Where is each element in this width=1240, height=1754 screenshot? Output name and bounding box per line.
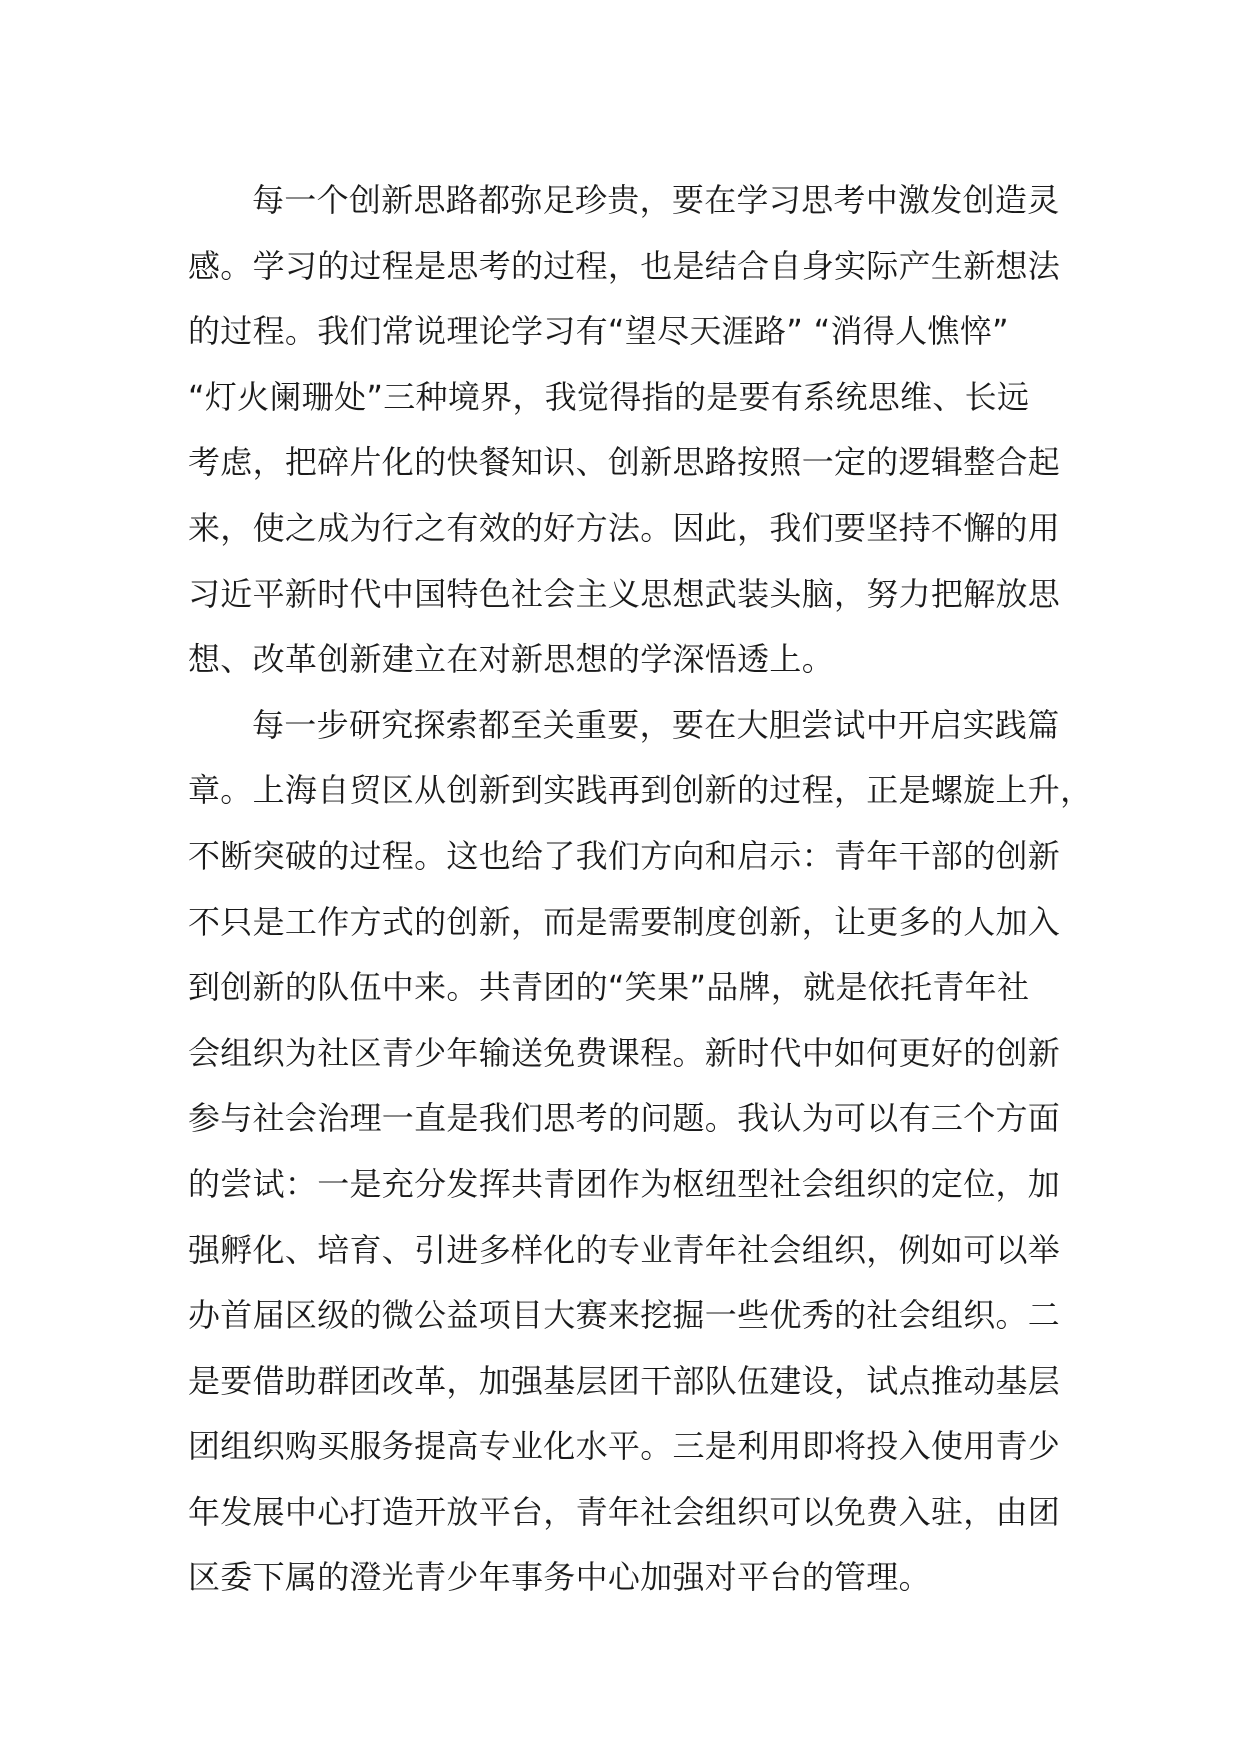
paragraph-line: 章。上海自贸区从创新到实践再到创新的过程，正是螺旋上升，	[188, 771, 1093, 810]
paragraph-line: 考虑，把碎片化的快餐知识、创新思路按照一定的逻辑整合起	[188, 443, 1061, 482]
paragraph-line: 是要借助群团改革，加强基层团干部队伍建设，试点推动基层	[188, 1361, 1061, 1400]
paragraph-line: 想、改革创新建立在对新思想的学深悟透上。	[188, 640, 835, 679]
paragraph-line: “灯火阑珊处”三种境界，我觉得指的是要有系统思维、长远	[188, 377, 1030, 416]
paragraph-line: 区委下属的澄光青少年事务中心加强对平台的管理。	[188, 1558, 931, 1597]
paragraph-2	[188, 693, 1093, 1611]
paragraph-line: 来，使之成为行之有效的好方法。因此，我们要坚持不懈的用	[188, 508, 1061, 547]
paragraph-line: 感。学习的过程是思考的过程，也是结合自身实际产生新想法	[188, 246, 1061, 285]
paragraph-line: 参与社会治理一直是我们思考的问题。我认为可以有三个方面	[188, 1099, 1061, 1138]
paragraph-line: 不只是工作方式的创新，而是需要制度创新，让更多的人加入	[188, 902, 1061, 941]
paragraph-line: 每一步研究探索都至关重要，要在大胆尝试中开启实践篇	[252, 705, 1060, 744]
paragraph-line: 的尝试：一是充分发挥共青团作为枢纽型社会组织的定位，加	[188, 1164, 1061, 1203]
paragraph-line: 到创新的队伍中来。共青团的“笑果”品牌，就是依托青年社	[188, 968, 1030, 1007]
paragraph-line: 每一个创新思路都弥足珍贵，要在学习思考中激发创造灵	[252, 181, 1060, 219]
paragraph-line: 不断突破的过程。这也给了我们方向和启示：青年干部的创新	[188, 836, 1061, 875]
paragraph-line: 的过程。我们常说理论学习有“望尽天涯路” “消得人憔悴”	[188, 312, 1009, 351]
document-body	[188, 168, 1093, 1611]
paragraph-line: 年发展中心打造开放平台，青年社会组织可以免费入驻，由团	[188, 1492, 1061, 1531]
paragraph-line: 团组织购买服务提高专业化水平。三是利用即将投入使用青少	[188, 1427, 1061, 1466]
paragraph-line: 习近平新时代中国特色社会主义思想武装头脑，努力把解放思	[188, 574, 1061, 613]
paragraph-line: 办首届区级的微公益项目大赛来挖掘一些优秀的社会组织。二	[188, 1296, 1061, 1335]
paragraph-line: 会组织为社区青少年输送免费课程。新时代中如何更好的创新	[188, 1033, 1061, 1072]
paragraph-line: 强孵化、培育、引进多样化的专业青年社会组织，例如可以举	[188, 1230, 1061, 1269]
paragraph-1	[188, 168, 1068, 693]
